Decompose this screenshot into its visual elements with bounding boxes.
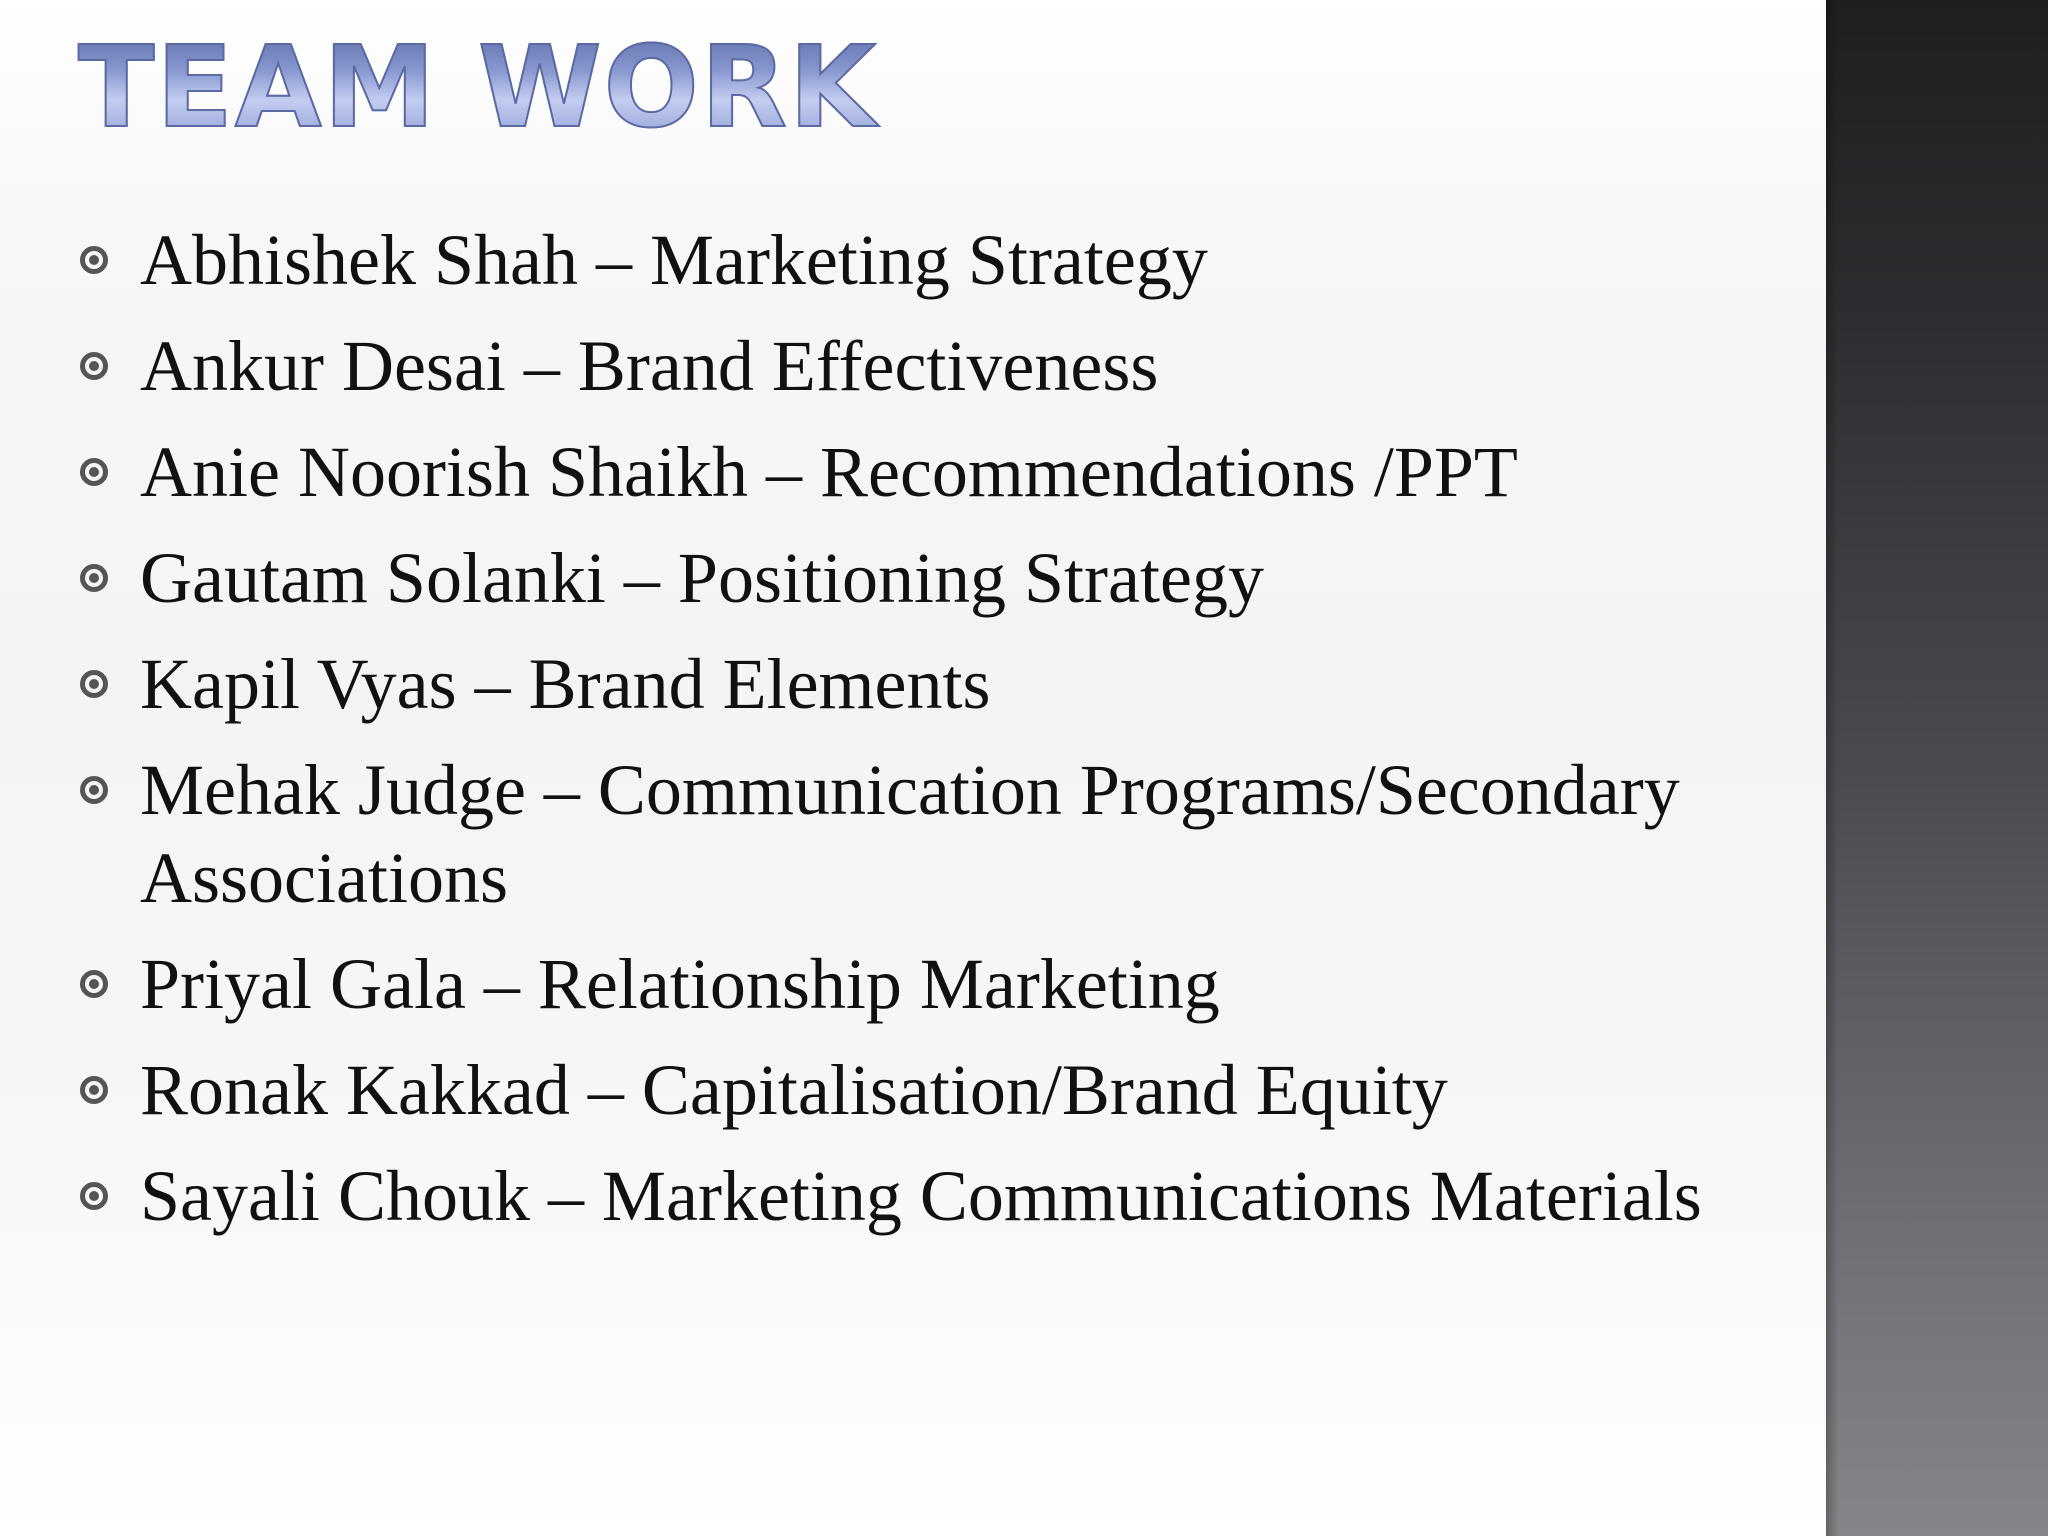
circle-bullet-icon <box>80 970 108 998</box>
circle-bullet-icon <box>80 670 108 698</box>
list-item <box>78 1046 1798 1134</box>
circle-bullet-icon <box>80 246 108 274</box>
list-item <box>78 322 1798 410</box>
list-item-text: Kapil Vyas – Brand Elements <box>140 644 991 724</box>
list-item <box>78 216 1798 304</box>
circle-bullet-icon <box>80 1076 108 1104</box>
list-item-text: Mehak Judge – Communication Programs/Secondary Associations <box>140 750 1680 918</box>
list-item <box>78 1152 1798 1240</box>
list-item-text: Priyal Gala – Relationship Marketing <box>140 944 1220 1024</box>
list-item <box>78 534 1798 622</box>
list-item-text: Gautam Solanki – Positioning Strategy <box>140 538 1264 618</box>
circle-bullet-icon <box>80 564 108 592</box>
decorative-sidebar <box>1826 0 2048 1536</box>
list-item <box>78 746 1798 922</box>
list-item-text: Anie Noorish Shaikh – Recommendations /PPT <box>140 432 1518 512</box>
list-item-text: Ronak Kakkad – Capitalisation/Brand Equity <box>140 1050 1448 1130</box>
list-item <box>78 428 1798 516</box>
list-item-text: Ankur Desai – Brand Effectiveness <box>140 326 1159 406</box>
list-item <box>78 640 1798 728</box>
circle-bullet-icon <box>80 458 108 486</box>
list-item-text: Abhishek Shah – Marketing Strategy <box>140 220 1208 300</box>
slide-title: TEAM WORK <box>78 23 878 153</box>
list-item-text: Sayali Chouk – Marketing Communications Materials <box>140 1156 1702 1236</box>
circle-bullet-icon <box>80 1182 108 1210</box>
circle-bullet-icon <box>80 352 108 380</box>
list-item <box>78 940 1798 1028</box>
circle-bullet-icon <box>80 776 108 804</box>
team-member-list <box>78 216 1798 1258</box>
